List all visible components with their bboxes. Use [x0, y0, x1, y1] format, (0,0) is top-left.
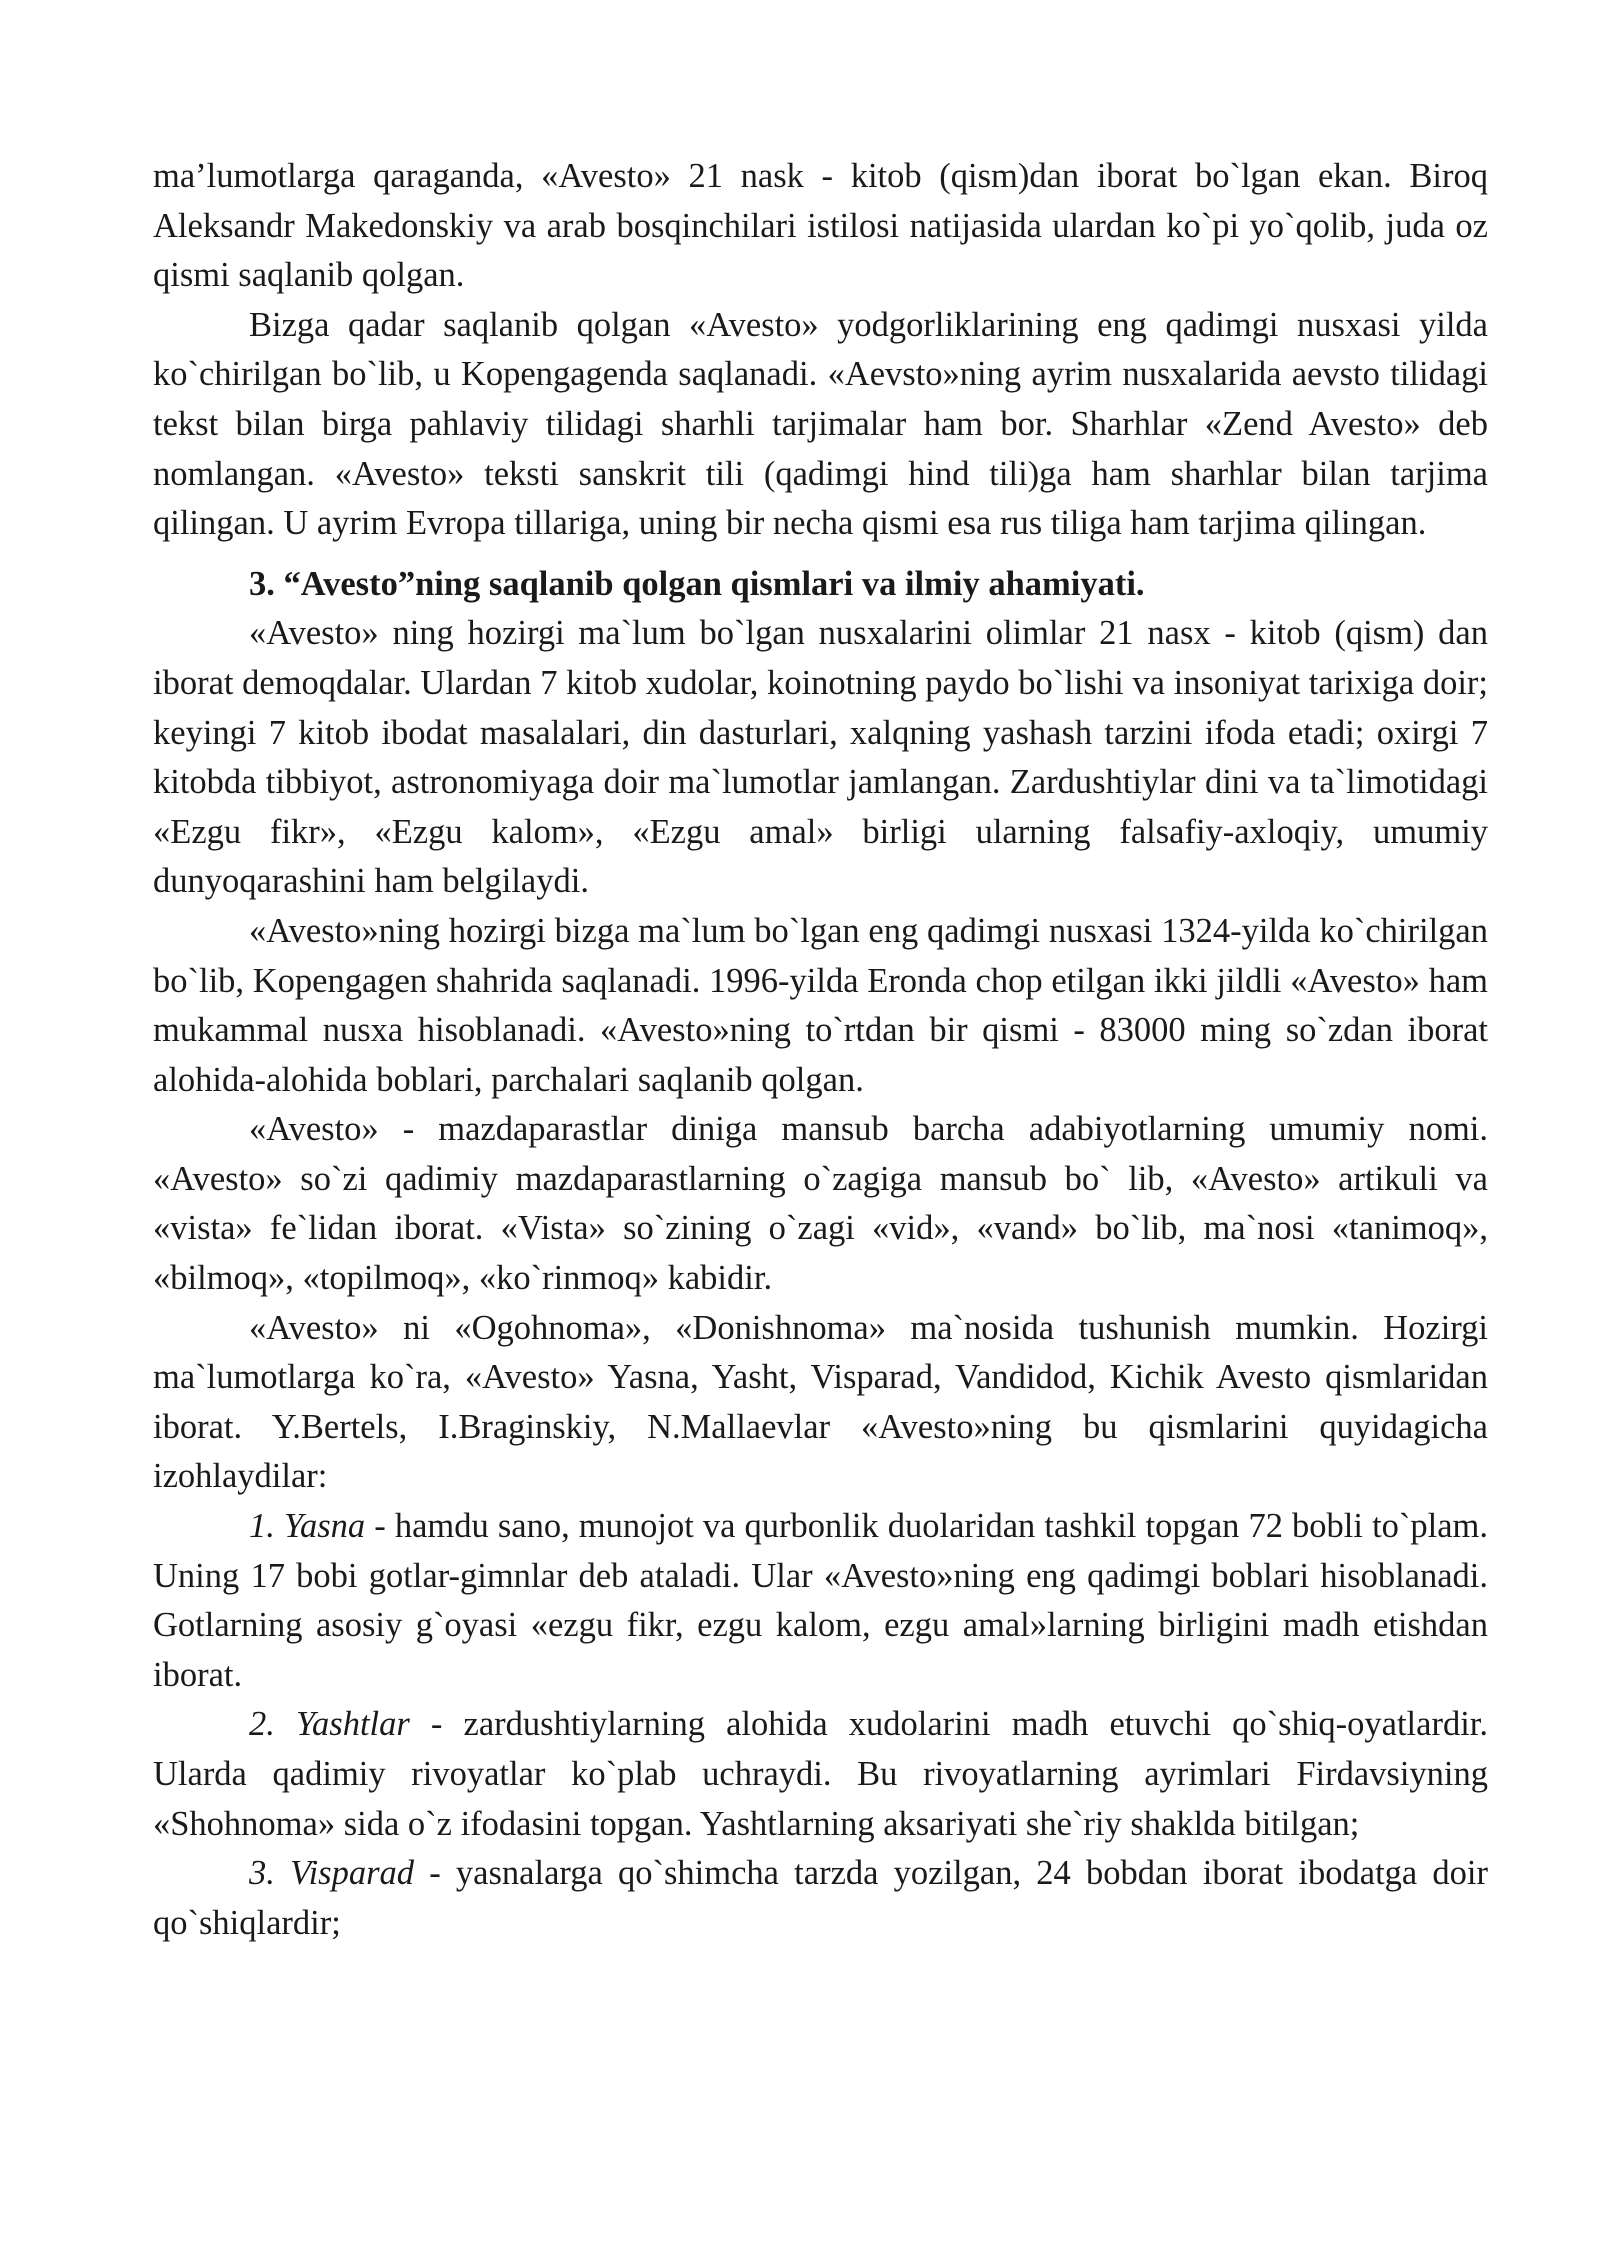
paragraph-continued: ma’lumotlarga qaraganda, «Avesto» 21 nask - kitob (qism)dan iborat bo`lgan ekan. Biroq Aleksandr Makedonskiy va arab bosqinchilari istilosi natijasida ulardan ko`pi yo`qolib, juda oz qismi saqlanib qolgan. — [153, 157, 1488, 295]
section-heading: 3. “Avesto”ning saqlanib qolgan qismlari va ilmiy ahamiyati. — [249, 564, 1145, 603]
list-item-yasna — [153, 1502, 1488, 1700]
list-term: 2. Yashtlar — [249, 1705, 410, 1744]
paragraph-parts-intro: «Avesto» ni «Ogohnoma», «Donishnoma» ma`nosida tushunish mumkin. Hozirgi ma`lumotlarga ko`ra, «Avesto» Yasna, Yasht, Visparad, Vandidod, Kichik Avesto qismlaridan iborat. Y.Bertels, I.Braginskiy, N.Mallaevlar «Avesto»ning bu qismlarini quyidagicha izohlaydilar: — [153, 1308, 1488, 1496]
list-text: - hamdu sano, munojot va qurbonlik duolaridan tashkil topgan 72 bobli to`plam. Uning 17 bobi gotlar-gimnlar deb ataladi. Ular «Avesto»ning eng qadimgi boblari hisoblanadi. Gotlarning asosiy g`oyasi «ezgu fikr, ezgu kalom, ezgu amal»larning birligini madh etishdan iborat. — [153, 1507, 1488, 1694]
list-item-visparad — [153, 1849, 1488, 1948]
list-term: 3. Visparad — [249, 1854, 415, 1893]
document-page — [153, 152, 1488, 1948]
list-term: 1. Yasna — [249, 1507, 366, 1546]
paragraph-name-meaning: «Avesto» - mazdaparastlar diniga mansub barcha adabiyotlarning umumiy nomi. «Avesto» so`zi qadimiy mazdaparastlarning o`zagiga mansub bo` lib, «Avesto» artikuli va «vista» fe`lidan iborat. «Vista» so`zining o`zagi «vid», «vand» bo`lib, ma`nosi «tanimoq», «bilmoq», «topilmoq», «ko`rinmoq» kabidir. — [153, 1110, 1488, 1298]
paragraph-oldest-copy: Bizga qadar saqlanib qolgan «Avesto» yodgorliklarining eng qadimgi nusxasi yilda ko`chirilgan bo`lib, u Kopengagenda saqlanadi. «Aevsto»ning ayrim nusxalarida aevsto tilidagi tekst bilan birga pahlaviy tilidagi sharhli tarjimalar ham bor. Sharhlar «Zend Avesto» deb nomlangan. «Avesto» teksti sanskrit tili (qadimgi hind tili)ga ham sharhlar bilan tarjima qilingan. U ayrim Evropa tillariga, uning bir necha qismi esa rus tiliga ham tarjima qilingan. — [153, 305, 1488, 543]
list-text: - zardushtiylarning alohida xudolarini madh etuvchi qo`shiq-oyatlardir. Ularda qadimiy rivoyatlar ko`plab uchraydi. Bu rivoyatlarning ayrimlari Firdavsiyning «Shohnoma» sida o`z ifodasini topgan. Yashtlarning aksariyati she`riy shaklda bitilgan; — [153, 1705, 1488, 1843]
paragraph-book-structure: «Avesto» ning hozirgi ma`lum bo`lgan nusxalarini olimlar 21 nasx - kitob (qism) dan iborat demoqdalar. Ulardan 7 kitob xudolar, koinotning paydo bo`lishi va insoniyat tarixiga doir; keyingi 7 kitob ibodat masalalari, din dasturlari, xalqning yashash tarzini ifoda etadi; oxirgi 7 kitobda tibbiyot, astronomiyaga doir ma`lumotlar jamlangan. Zardushtiylar dini va ta`limotidagi «Ezgu fikr», «Ezgu kalom», «Ezgu amal» birligi ularning falsafiy-axloqiy, umumiy dunyoqarashini ham belgilaydi. — [153, 614, 1488, 901]
list-text: - yasnalarga qo`shimcha tarzda yozilgan, 24 bobdan iborat ibodatga doir qo`shiqlardir; — [153, 1854, 1488, 1942]
list-item-yashtlar — [153, 1700, 1488, 1849]
paragraph-oldest-manuscript: «Avesto»ning hozirgi bizga ma`lum bo`lgan eng qadimgi nusxasi 1324-yilda ko`chirilgan bo`lib, Kopengagen shahrida saqlanadi. 1996-yilda Eronda chop etilgan ikki jildli «Avesto» ham mukammal nusxa hisoblanadi. «Avesto»ning to`rtdan bir qismi - 83000 ming so`zdan iborat alohida-alohida boblari, parchalari saqlanib qolgan. — [153, 911, 1488, 1099]
